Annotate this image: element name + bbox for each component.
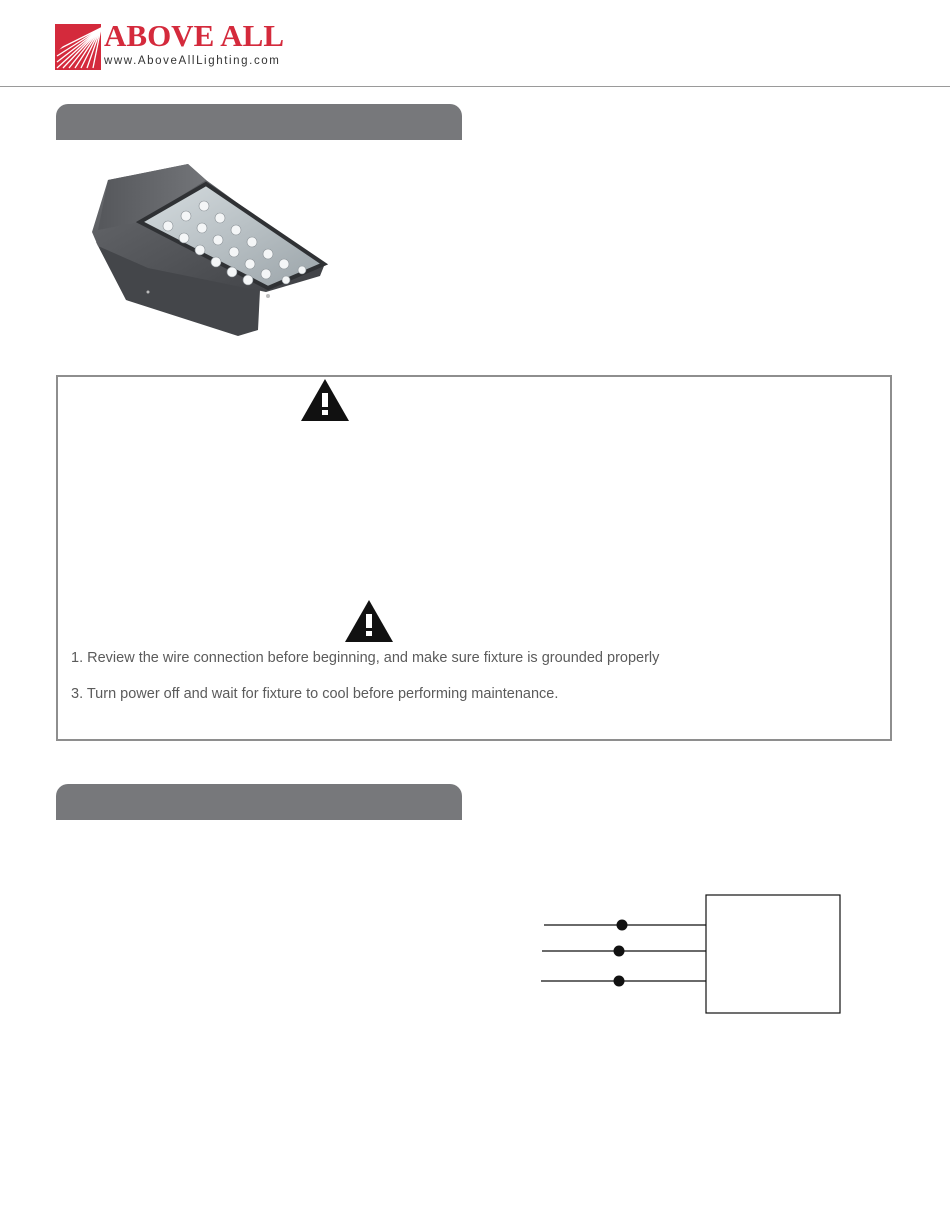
brand-name: ABOVE ALL xyxy=(104,18,285,53)
wire-junction-dot xyxy=(617,920,628,931)
instruction-item: 1. Review the wire connection before beginning, and make sure fixture is grounded properly xyxy=(71,650,660,666)
product-image xyxy=(88,160,330,336)
logo-mark xyxy=(55,24,101,70)
instruction-item: 3. Turn power off and wait for fixture to cool before performing maintenance. xyxy=(71,686,559,702)
warning-triangle-icon xyxy=(345,600,393,642)
wire-junction-dot xyxy=(614,946,625,957)
fixture-terminal-box xyxy=(706,895,840,1013)
header-divider xyxy=(0,86,950,87)
wiring-section-tab xyxy=(56,784,462,820)
wiring-diagram xyxy=(535,890,850,1020)
warning-triangle-icon xyxy=(301,379,349,421)
wire-junction-dot xyxy=(614,976,625,987)
brand-url: www.AboveAllLighting.com xyxy=(104,55,281,67)
product-section-tab xyxy=(56,104,462,140)
